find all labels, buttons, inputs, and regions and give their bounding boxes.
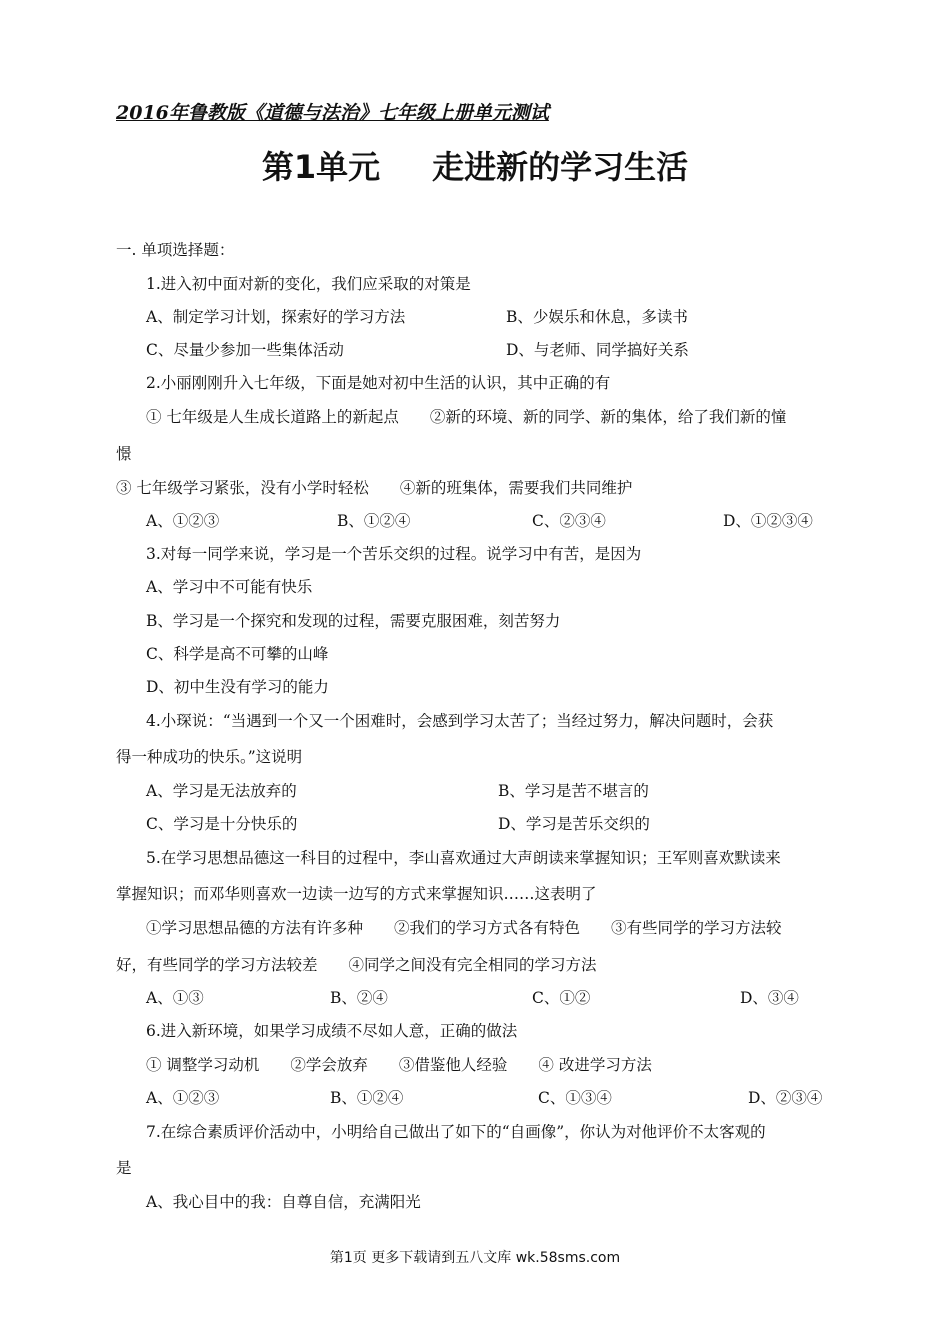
- question-2-stem-line3: 憬: [116, 445, 132, 463]
- page-footer: 第1页 更多下载请到五八文库 wk.58sms.com: [329, 1250, 621, 1266]
- question-5-option-d: D、③④: [740, 989, 799, 1007]
- question-4-option-a: A、学习是无法放弃的: [146, 782, 297, 800]
- question-1-option-d: D、与老师、同学搞好关系: [506, 341, 689, 359]
- question-6-option-a: A、①②③: [146, 1089, 220, 1107]
- question-4-option-b: B、学习是苦不堪言的: [498, 782, 649, 800]
- question-5-stem-line4: 好，有些同学的学习方法较差 ④同学之间没有完全相同的学习方法: [116, 956, 597, 974]
- question-5-stem-line3: ①学习思想品德的方法有许多种 ②我们的学习方式各有特色 ③有些同学的学习方法较: [146, 919, 782, 937]
- question-2-stem-line2: ① 七年级是人生成长道路上的新起点 ②新的环境、新的同学、新的集体，给了我们新的憧: [146, 408, 787, 426]
- question-1-option-a: A、制定学习计划，探索好的学习方法: [146, 308, 406, 326]
- question-6-option-c: C、①③④: [538, 1089, 612, 1107]
- question-2-stem: 2.小丽刚刚升入七年级，下面是她对初中生活的认识，其中正确的有: [146, 374, 611, 392]
- question-5-stem-line2: 掌握知识；而邓华则喜欢一边读一边写的方式来掌握知识……这表明了: [116, 885, 597, 903]
- question-2-option-a: A、①②③: [146, 512, 220, 530]
- question-1-option-c: C、尽量少参加一些集体活动: [146, 341, 344, 359]
- question-5-stem: 5.在学习思想品德这一科目的过程中，李山喜欢通过大声朗读来掌握知识；王军则喜欢默读来: [146, 849, 781, 867]
- question-7-option-a: A、我心目中的我：自尊自信，充满阳光: [146, 1193, 421, 1211]
- question-2-option-b: B、①②④: [337, 512, 411, 530]
- question-6-stem: 6.进入新环境，如果学习成绩不尽如人意，正确的做法: [146, 1022, 518, 1040]
- question-2-option-d: D、①②③④: [723, 512, 813, 530]
- question-3-option-d: D、初中生没有学习的能力: [146, 678, 329, 696]
- question-6-stem-line2: ① 调整学习动机 ②学会放弃 ③借鉴他人经验 ④ 改进学习方法: [146, 1056, 652, 1074]
- question-2-stem-line4: ③ 七年级学习紧张，没有小学时轻松 ④新的班集体，需要我们共同维护: [116, 479, 633, 497]
- document-title: [0, 142, 950, 188]
- question-7-stem: 7.在综合素质评价活动中，小明给自己做出了如下的“自画像”，你认为对他评价不太客观的: [146, 1123, 766, 1141]
- document-subtitle: 2016年鲁教版《道德与法治》七年级上册单元测试: [116, 102, 549, 124]
- question-3-option-a: A、学习中不可能有快乐: [146, 578, 313, 596]
- question-3-stem: 3.对每一同学来说，学习是一个苦乐交织的过程。说学习中有苦，是因为: [146, 545, 642, 563]
- question-1-option-b: B、少娱乐和休息，多读书: [506, 308, 688, 326]
- question-1-stem: 1.进入初中面对新的变化，我们应采取的对策是: [146, 275, 471, 293]
- question-4-option-d: D、学习是苦乐交织的: [498, 815, 650, 833]
- section-heading: 一. 单项选择题：: [116, 241, 235, 259]
- question-5-option-c: C、①②: [532, 989, 591, 1007]
- question-6-option-b: B、①②④: [330, 1089, 404, 1107]
- question-4-option-c: C、学习是十分快乐的: [146, 815, 298, 833]
- title-unit: 第1单元: [261, 148, 381, 186]
- question-3-option-c: C、科学是高不可攀的山峰: [146, 645, 329, 663]
- question-4-stem-line2: 得一种成功的快乐。”这说明: [116, 748, 303, 766]
- question-4-stem: 4.小琛说：“当遇到一个又一个困难时，会感到学习太苦了；当经过努力，解决问题时，会获: [146, 712, 774, 730]
- question-3-option-b: B、学习是一个探究和发现的过程，需要克服困难，刻苦努力: [146, 612, 561, 630]
- title-topic: 走进新的学习生活: [432, 148, 689, 186]
- question-5-option-b: B、②④: [330, 989, 388, 1007]
- question-5-option-a: A、①③: [146, 989, 204, 1007]
- question-6-option-d: D、②③④: [748, 1089, 823, 1107]
- question-7-stem-line2: 是: [116, 1159, 132, 1177]
- question-2-option-c: C、②③④: [532, 512, 606, 530]
